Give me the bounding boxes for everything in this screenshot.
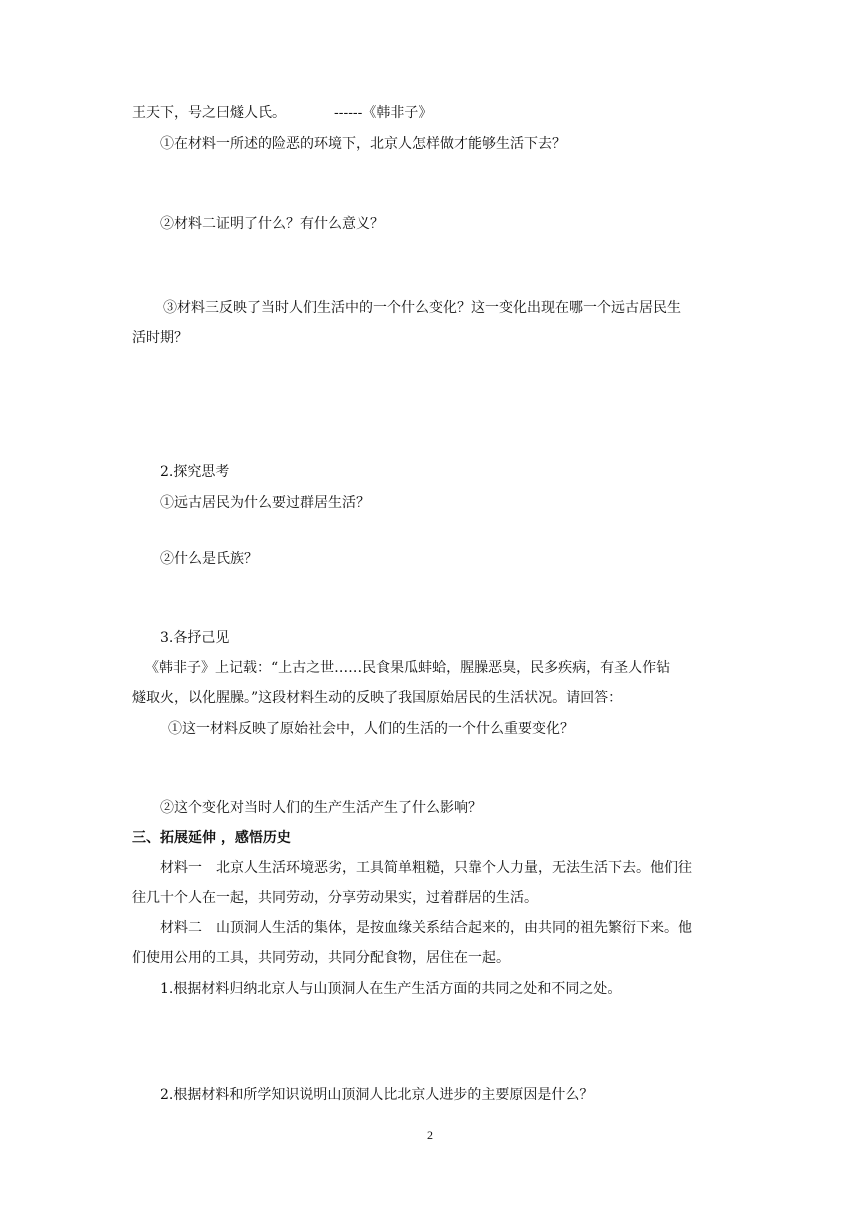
section-heading-explore: 2.探究思考 <box>160 464 230 480</box>
opinion-question-2: ②这个变化对当时人们的生产生活产生了什么影响？ <box>160 800 482 816</box>
quote-source: ------《韩非子》 <box>334 105 433 121</box>
opinion-material: 《韩非子》上记载：“上古之世……民食果瓜蚌蛤，腥臊恶臭，民多疾病，有圣人作钻 <box>145 660 671 676</box>
question-1: ①在材料一所述的险恶的环境下，北京人怎样做才能够生活下去？ <box>160 136 566 152</box>
explore-question-2: ②什么是氏族？ <box>160 551 258 567</box>
section-heading-opinion: 3.各抒己见 <box>160 630 230 646</box>
material-2-cont: 们使用公用的工具，共同劳动，共同分配食物，居住在一起。 <box>132 950 510 966</box>
text-line <box>132 103 432 123</box>
task-question-1: 1.根据材料归纳北京人与山顶洞人在生产生活方面的共同之处和不同之处。 <box>160 981 622 997</box>
opinion-material-cont: 燧取火，以化腥臊。”这段材料生动的反映了我国原始居民的生活状况。请回答： <box>132 690 623 706</box>
question-2: ②材料二证明了什么？有什么意义？ <box>160 216 384 232</box>
opinion-question-1: ①这一材料反映了原始社会中，人们的生活的一个什么重要变化？ <box>168 721 574 737</box>
quote-text: 王天下，号之曰燧人氏。 <box>132 105 286 121</box>
material-1-cont: 往几十个人在一起，共同劳动，分享劳动果实，过着群居的生活。 <box>132 890 538 906</box>
material-2: 材料二 山顶洞人生活的集体，是按血缘关系结合起来的，由共同的祖先繁衍下来。他 <box>160 920 692 936</box>
explore-question-1: ①远古居民为什么要过群居生活？ <box>160 495 370 511</box>
question-3: ③材料三反映了当时人们生活中的一个什么变化？这一变化出现在哪一个远古居民生 <box>163 300 681 316</box>
page-number: 2 <box>427 1128 433 1142</box>
section-heading-3: 三、拓展延伸 ，感悟历史 <box>132 830 291 846</box>
question-3-cont: 活时期？ <box>132 330 188 346</box>
material-1: 材料一 北京人生活环境恶劣，工具简单粗糙，只靠个人力量，无法生活下去。他们往 <box>160 860 692 876</box>
task-question-2: 2.根据材料和所学知识说明山顶洞人比北京人进步的主要原因是什么？ <box>160 1087 594 1103</box>
